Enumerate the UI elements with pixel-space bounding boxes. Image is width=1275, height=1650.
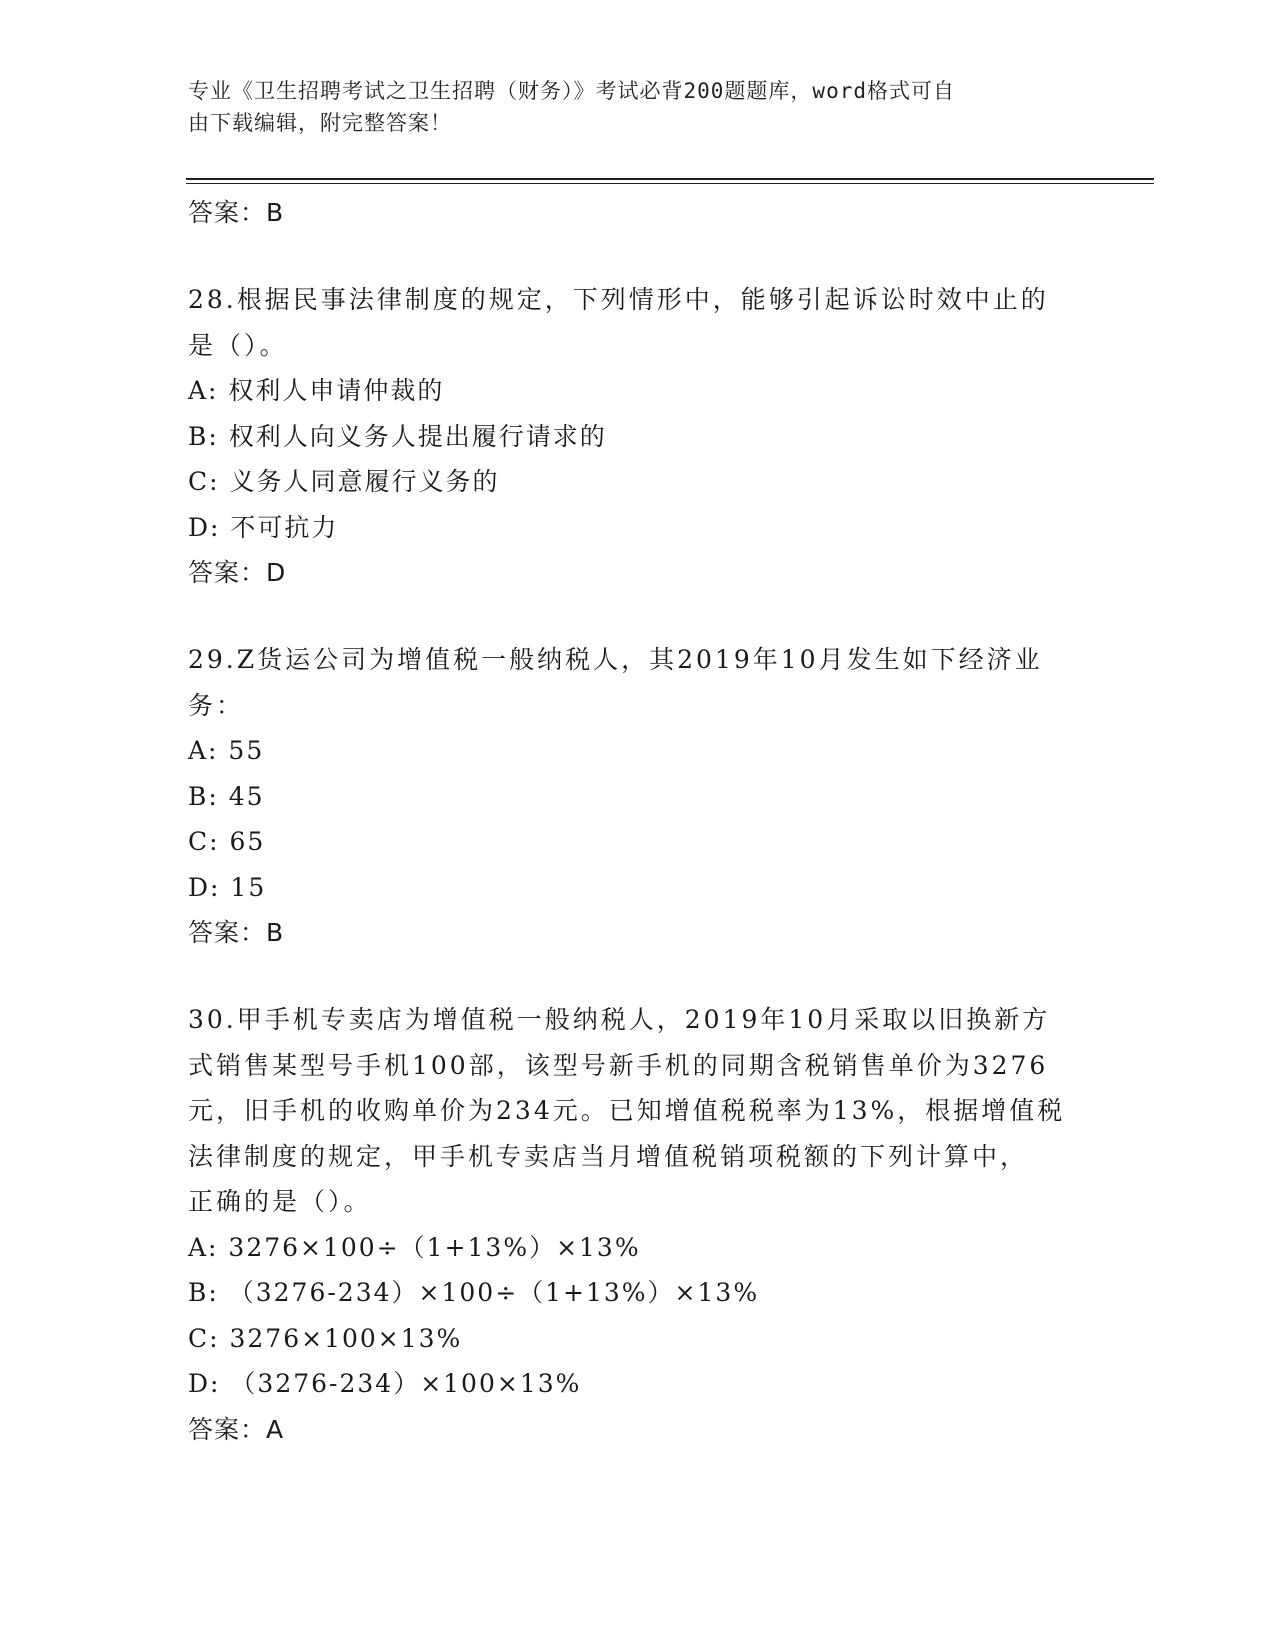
header-divider-thick (186, 178, 1154, 180)
option-c: C: 3276×100×13% (188, 1323, 463, 1353)
spacer (188, 595, 1088, 637)
option-c: C: 65 (188, 827, 266, 856)
option-d: D: （3276-234）×100×13% (188, 1369, 582, 1398)
option-d: D: 15 (188, 872, 267, 902)
previous-answer: 答案：B (188, 198, 285, 227)
answer: 答案：B (188, 918, 285, 947)
header-divider-thin (186, 183, 1154, 184)
spacer (188, 955, 1088, 997)
question-text-line: 务： (188, 690, 245, 720)
question-30 (188, 997, 1088, 1452)
header-line-2: 由下载编辑，附完整答案！ (188, 111, 452, 135)
question-text-line: 30.甲手机专卖店为增值税一般纳税人，2019年10月采取以旧换新方 (188, 1005, 1051, 1034)
document-body (188, 190, 1088, 1452)
option-b: B: 权利人向义务人提出履行请求的 (188, 421, 607, 451)
option-a: A: 3276×100÷（1+13%）×13% (188, 1232, 641, 1262)
question-29 (188, 637, 1088, 955)
question-text-line: 式销售某型号手机100部，该型号新手机的同期含税销售单价为3276 (188, 1050, 1049, 1080)
document-header (188, 75, 1068, 139)
option-d: D: 不可抗力 (188, 512, 339, 542)
question-text-line: 正确的是（）。 (188, 1187, 372, 1216)
question-text-line: 28.根据民事法律制度的规定，下列情形中，能够引起诉讼时效中止的 (188, 285, 1049, 314)
option-b: B: 45 (188, 781, 265, 811)
answer: 答案：D (188, 558, 287, 587)
spacer (188, 235, 1088, 277)
option-b: B: （3276-234）×100÷（1+13%）×13% (188, 1278, 760, 1307)
answer: 答案：A (188, 1414, 285, 1444)
option-a: A: 55 (188, 736, 265, 765)
option-a: A: 权利人申请仲裁的 (188, 376, 445, 405)
header-line-1: 专业《卫生招聘考试之卫生招聘（财务）》考试必背200题题库，word格式可自 (188, 79, 955, 103)
question-28 (188, 277, 1088, 595)
question-text-line: 元，旧手机的收购单价为234元。已知增值税税率为13%，根据增值税 (188, 1096, 1066, 1125)
question-text-line: 29.Z货运公司为增值税一般纳税人，其2019年10月发生如下经济业 (188, 645, 1043, 674)
option-c: C: 义务人同意履行义务的 (188, 467, 500, 496)
question-text-line: 法律制度的规定，甲手机专卖店当月增值税销项税额的下列计算中， (188, 1141, 1029, 1171)
question-text-line: 是（）。 (188, 330, 288, 360)
